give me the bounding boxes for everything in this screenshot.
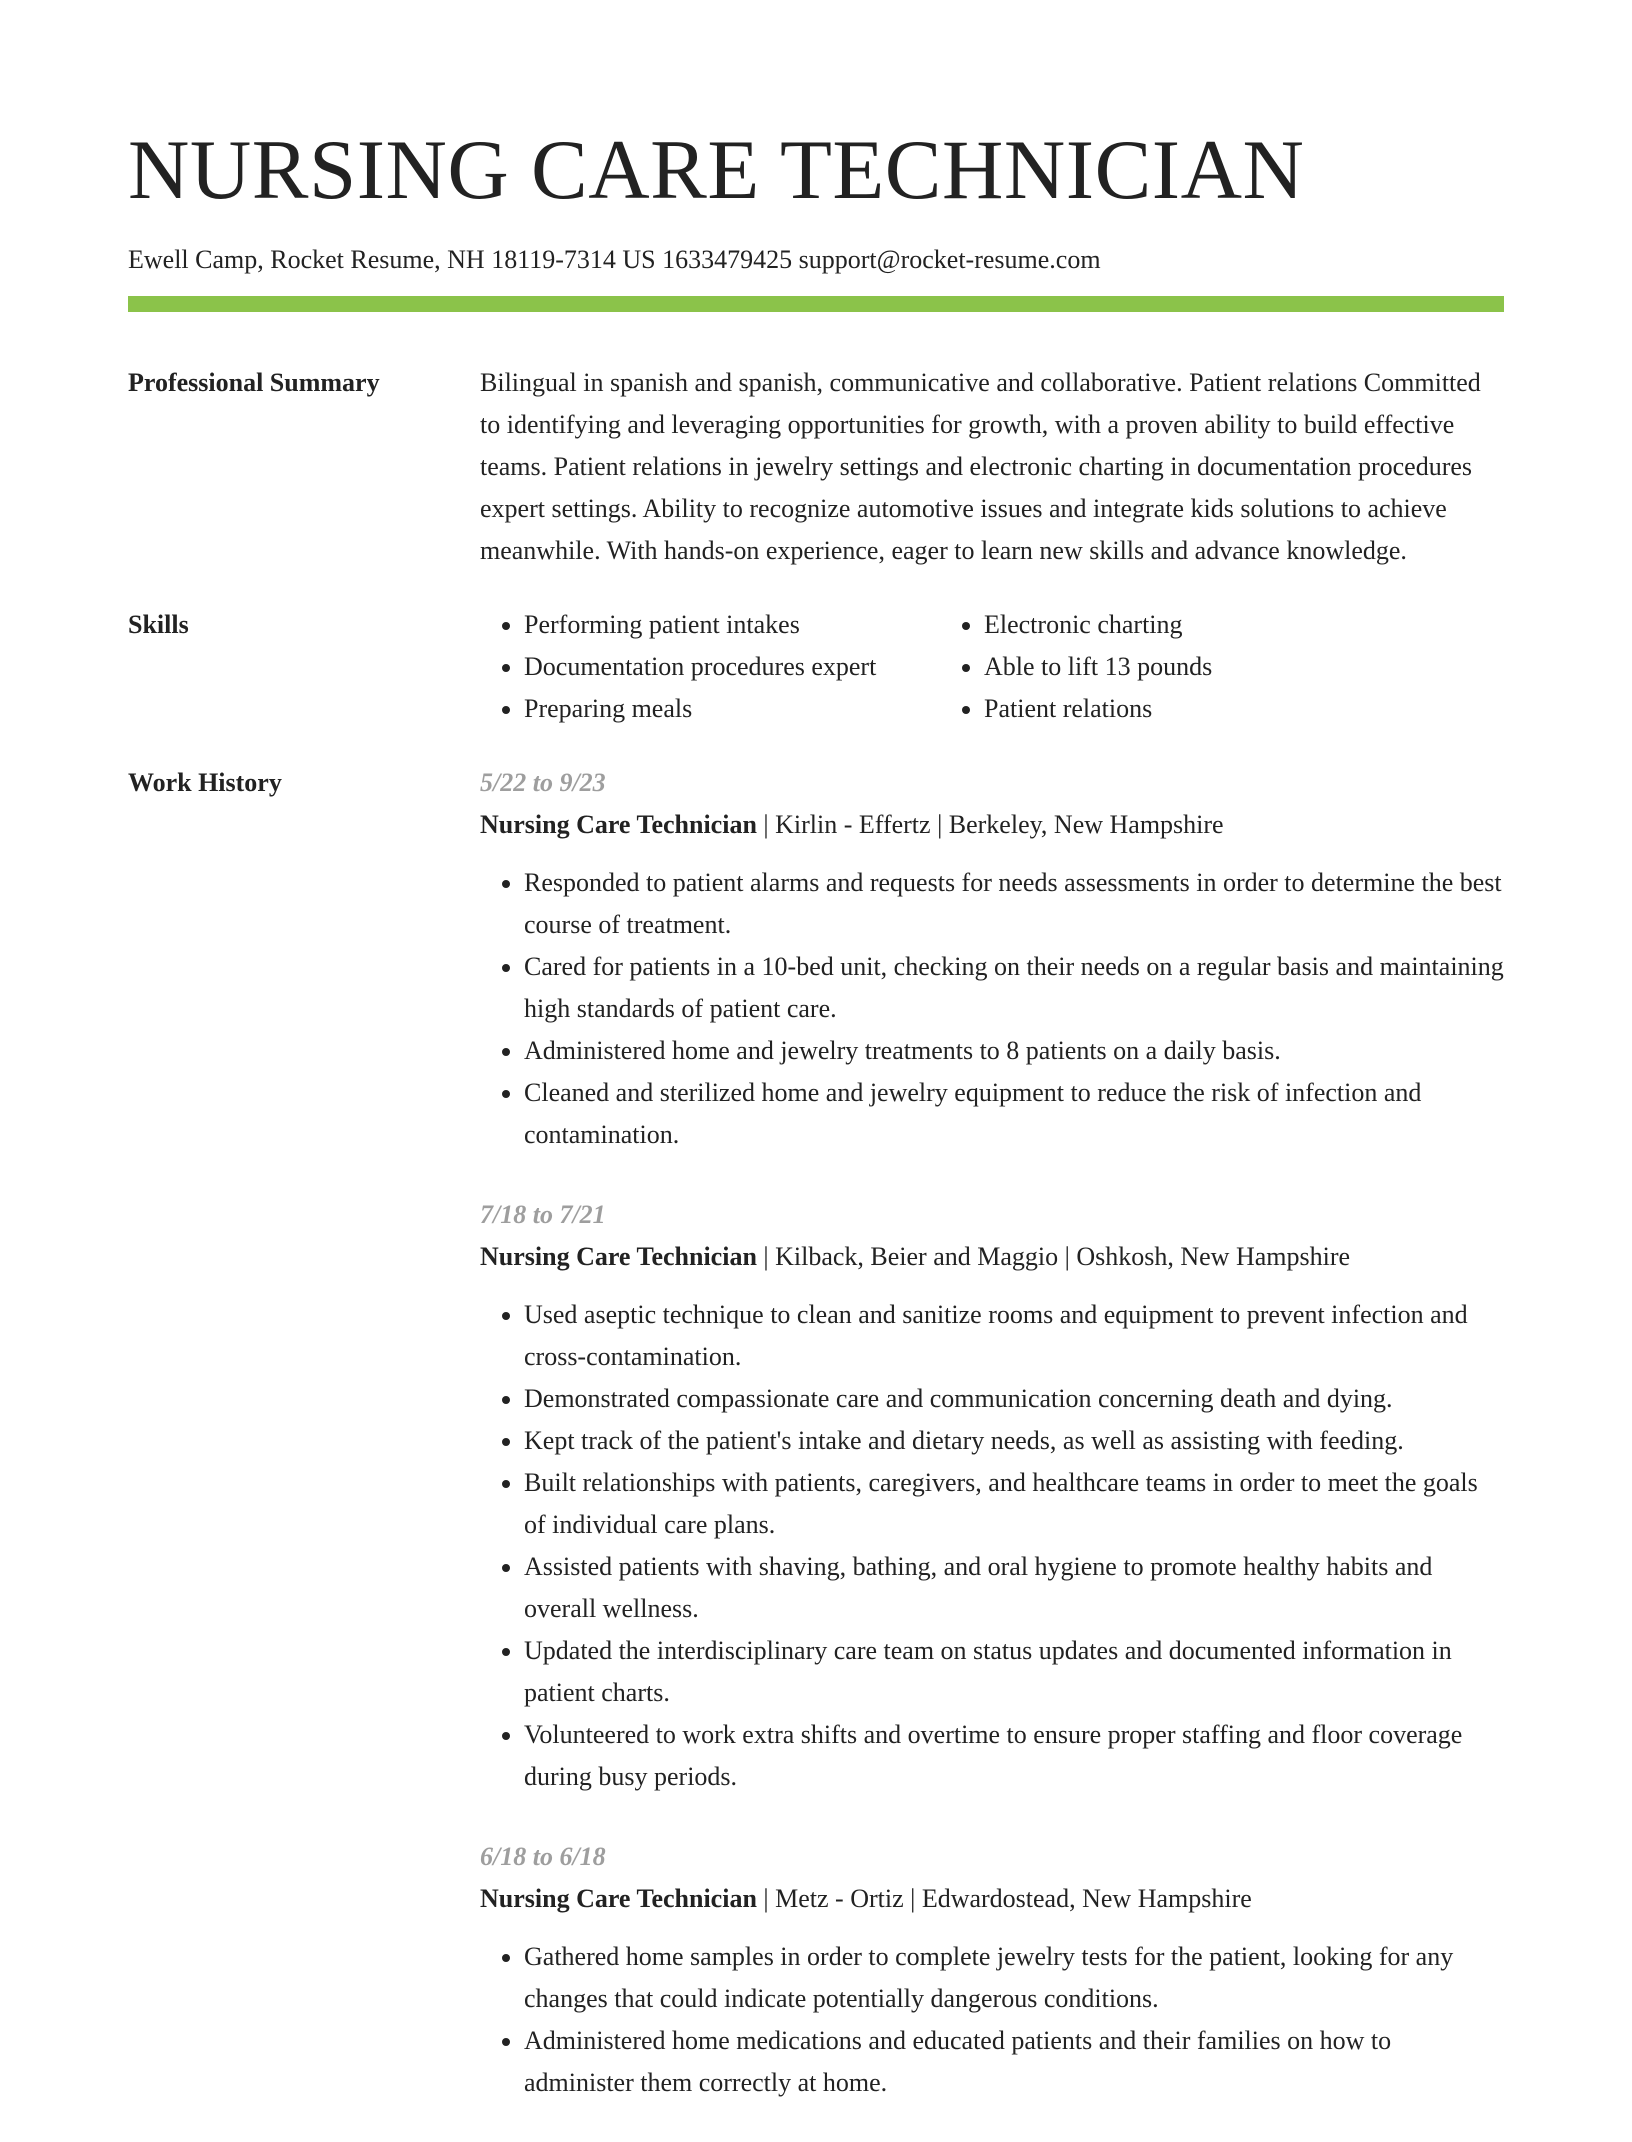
skill-item: • Performing patient intakes <box>524 604 940 646</box>
resume-name: NURSING CARE TECHNICIAN <box>128 123 1305 217</box>
job-bullet: • Demonstrated compassionate care and communication concerning death and dying. <box>524 1378 1504 1420</box>
job-bullet: • Volunteered to work extra shifts and overtime to ensure proper staffing and floor coverage during busy periods. <box>524 1714 1504 1798</box>
work-history-heading: Work History <box>128 768 282 797</box>
job-bullet: • Kept track of the patient's intake and dietary needs, as well as assisting with feeding. <box>524 1420 1504 1462</box>
job-bullets <box>480 1936 1504 2104</box>
job-bullet: • Administered home medications and educated patients and their families on how to administer them correctly at home. <box>524 2020 1504 2104</box>
header-divider <box>128 296 1504 312</box>
contact-phone: 1633479425 <box>662 245 793 274</box>
job-bullets <box>480 862 1504 1156</box>
job-dates: 6/18 to 6/18 <box>480 1842 606 1871</box>
job-entry <box>480 762 1504 1156</box>
skills-column-left <box>480 604 940 730</box>
work-history-list <box>480 762 1504 2142</box>
job-bullet: • Cleaned and sterilized home and jewelry equipment to reduce the risk of infection and contamination. <box>524 1072 1504 1156</box>
job-bullet: • Assisted patients with shaving, bathing, and oral hygiene to promote healthy habits and overall wellness. <box>524 1546 1504 1630</box>
job-bullet: • Responded to patient alarms and requests for needs assessments in order to determine the best course of treatment. <box>524 862 1504 946</box>
job-bullet: • Administered home and jewelry treatments to 8 patients on a daily basis. <box>524 1030 1504 1072</box>
skill-item: • Patient relations <box>984 688 1504 730</box>
contact-email: support@rocket-resume.com <box>798 245 1101 274</box>
job-dates: 5/22 to 9/23 <box>480 768 606 797</box>
job-details: | Metz - Ortiz | Edwardostead, New Hampshire <box>763 1884 1252 1913</box>
skill-item: • Electronic charting <box>984 604 1504 646</box>
summary-heading: Professional Summary <box>128 368 380 397</box>
skills-section <box>128 604 1504 730</box>
job-entry <box>480 1836 1504 2104</box>
summary-section <box>128 362 1504 572</box>
contact-line <box>128 244 1504 276</box>
resume-page <box>128 120 1504 2142</box>
summary-text: Bilingual in spanish and spanish, communicative and collaborative. Patient relations Committed to identifying and leveraging opportunities for growth, with a proven ability to build effective teams. Patient relations in jewelry settings and electronic charting in documentation procedures expert settings. Ability to recognize automotive issues and integrate kids solutions to achieve meanwhile. With hands-on experience, eager to learn new skills and advance knowledge. <box>480 368 1481 565</box>
job-bullet: • Updated the interdisciplinary care team on status updates and documented information in patient charts. <box>524 1630 1504 1714</box>
job-title: Nursing Care Technician <box>480 1884 757 1913</box>
job-dates: 7/18 to 7/21 <box>480 1200 606 1229</box>
work-history-section <box>128 762 1504 2142</box>
job-title-line <box>480 1236 1504 1278</box>
skills-column-right <box>940 604 1504 730</box>
job-bullet: • Cared for patients in a 10-bed unit, checking on their needs on a regular basis and maintaining high standards of patient care. <box>524 946 1504 1030</box>
job-bullet: • Used aseptic technique to clean and sanitize rooms and equipment to prevent infection and cross-contamination. <box>524 1294 1504 1378</box>
job-bullet: • Built relationships with patients, caregivers, and healthcare teams in order to meet the goals of individual care plans. <box>524 1462 1504 1546</box>
job-details: | Kilback, Beier and Maggio | Oshkosh, New Hampshire <box>763 1242 1351 1271</box>
skills-list <box>480 604 1504 730</box>
job-bullet: • Gathered home samples in order to complete jewelry tests for the patient, looking for any changes that could indicate potentially dangerous conditions. <box>524 1936 1504 2020</box>
job-bullets <box>480 1294 1504 1798</box>
job-title-line <box>480 804 1504 846</box>
skills-heading: Skills <box>128 610 189 639</box>
skill-item: • Able to lift 13 pounds <box>984 646 1504 688</box>
job-entry <box>480 1194 1504 1798</box>
job-title: Nursing Care Technician <box>480 810 757 839</box>
job-title-line <box>480 1878 1504 1920</box>
skill-item: • Preparing meals <box>524 688 940 730</box>
contact-address: Ewell Camp, Rocket Resume, NH 18119-7314 US <box>128 245 656 274</box>
job-details: | Kirlin - Effertz | Berkeley, New Hampshire <box>763 810 1224 839</box>
skill-item: • Documentation procedures expert <box>524 646 940 688</box>
job-title: Nursing Care Technician <box>480 1242 757 1271</box>
